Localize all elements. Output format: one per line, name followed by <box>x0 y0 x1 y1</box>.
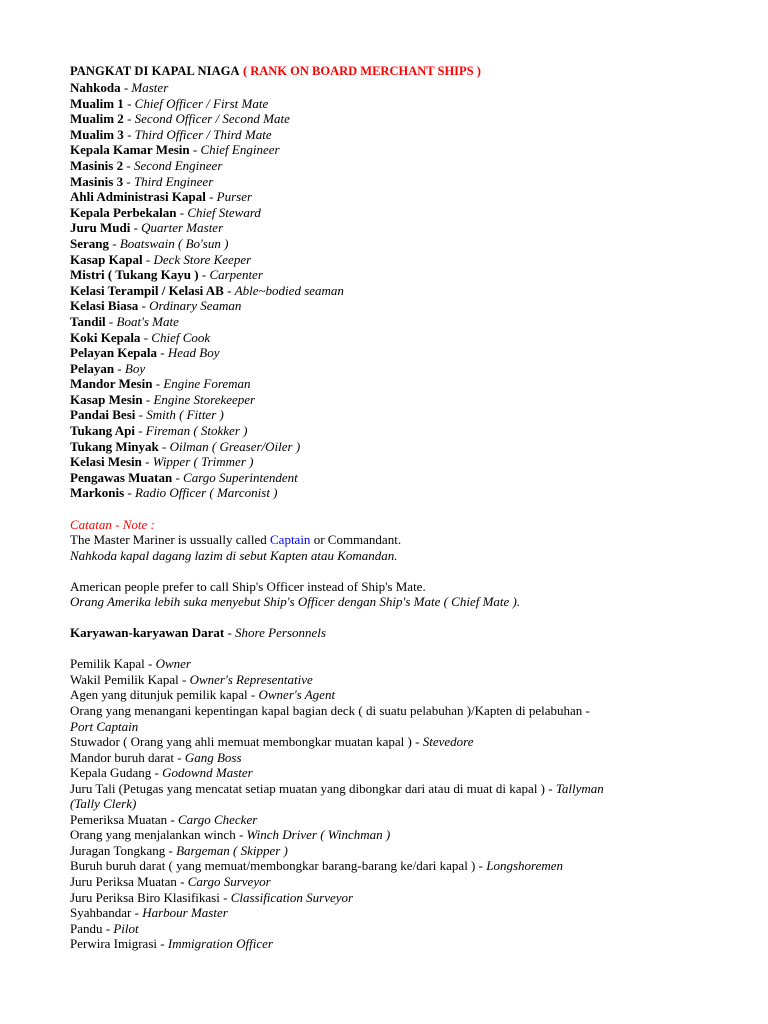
shore-heading-id: Karyawan-karyawan Darat <box>70 625 225 641</box>
shore-row: Agen yang ditunjuk pemilik kapal - Owner's Agent <box>70 687 336 703</box>
rank-row: Tandil - Boat's Mate <box>70 313 179 329</box>
shore-row: Pemeriksa Muatan - Cargo Checker <box>70 811 258 827</box>
shore-row-cont <box>70 796 710 812</box>
note-line-4-text: Orang Amerika lebih suka menyebut Ship's Officer dengan Ship's Mate ( Chief Mate ). <box>70 594 521 610</box>
shore-row: Kepala Gudang - Godownd Master <box>70 765 253 781</box>
rank-english: Third Officer / Third Mate <box>134 126 272 142</box>
shore-indonesian: Pandu <box>70 920 103 936</box>
rank-english: Chief Cook <box>151 329 211 345</box>
rank-row: Masinis 2 - Second Engineer <box>70 157 223 173</box>
shore-indonesian: Orang yang menjalankan winch <box>70 827 236 843</box>
rank-row: Pandai Besi - Smith ( Fitter ) <box>70 407 224 423</box>
rank-indonesian: Masinis 3 <box>70 173 124 189</box>
shore-english: Gang Boss <box>184 749 242 765</box>
rank-english: Boat's Mate <box>116 313 179 329</box>
rank-english: Boatswain ( Bo'sun ) <box>119 235 229 251</box>
rank-english: Second Engineer <box>133 157 223 173</box>
spacer <box>70 501 710 517</box>
shore-indonesian: Wakil Pemilik Kapal <box>70 671 179 687</box>
shore-english: Cargo Checker <box>177 811 258 827</box>
rank-indonesian: Kepala Perbekalan <box>70 204 177 220</box>
shore-english: Owner's Agent <box>258 687 336 703</box>
rank-english: Fireman ( Stokker ) <box>145 423 248 439</box>
rank-row: Kelasi Mesin - Wipper ( Trimmer ) <box>70 454 254 470</box>
shore-english: Harbour Master <box>142 905 228 921</box>
note-label-text: Catatan - Note : <box>70 516 155 532</box>
shore-indonesian: Pemilik Kapal <box>70 656 145 672</box>
spacer <box>70 563 710 579</box>
rank-indonesian: Nahkoda <box>70 80 121 95</box>
shore-row: Orang yang menangani kepentingan kapal bagian deck ( di suatu pelabuhan )/Kapten di pelabuhan - <box>70 702 590 718</box>
shore-row: Stuwador ( Orang yang ahli memuat membongkar muatan kapal ) - Stevedore <box>70 734 474 750</box>
shore-heading-en: Shore Personnels <box>235 625 326 641</box>
rank-row: Pelayan - Boy <box>70 360 146 376</box>
rank-english: Purser <box>216 189 253 205</box>
rank-indonesian: Mualim 1 <box>70 95 124 111</box>
rank-indonesian: Serang <box>70 235 109 251</box>
rank-row: Serang - Boatswain ( Bo'sun ) <box>70 235 229 251</box>
rank-indonesian: Mandor Mesin <box>70 376 153 392</box>
rank-english: Third Engineer <box>133 173 214 189</box>
shore-row: Perwira Imigrasi - Immigration Officer <box>70 936 273 952</box>
rank-english: Engine Storekeeper <box>153 391 256 407</box>
note-line-2 <box>70 548 710 564</box>
rank-english: Chief Officer / First Mate <box>134 95 269 111</box>
rank-english: Boy <box>124 360 146 376</box>
rank-row: Tukang Api - Fireman ( Stokker ) <box>70 423 248 439</box>
shore-row: Syahbandar - Harbour Master <box>70 905 228 921</box>
rank-indonesian: Juru Mudi <box>70 220 131 236</box>
rank-english: Ordinary Seaman <box>149 298 242 314</box>
rank-row: Mistri ( Tukang Kayu ) - Carpenter <box>70 267 263 283</box>
rank-indonesian: Markonis <box>70 485 125 501</box>
rank-indonesian: Kepala Kamar Mesin <box>70 142 190 158</box>
shore-english: Classification Surveyor <box>230 889 354 905</box>
note-captain-highlight: Captain <box>270 532 311 548</box>
rank-indonesian: Kasap Kapal <box>70 251 143 267</box>
rank-list <box>70 80 710 501</box>
title-english: ( RANK ON BOARD MERCHANT SHIPS ) <box>242 64 481 78</box>
rank-row: Ahli Administrasi Kapal - Purser <box>70 189 253 205</box>
shore-english: Immigration Officer <box>167 936 273 952</box>
rank-english: Radio Officer ( Marconist ) <box>135 485 278 501</box>
rank-row: Pengawas Muatan - Cargo Superintendent <box>70 469 298 485</box>
rank-indonesian: Mualim 3 <box>70 126 124 142</box>
rank-indonesian: Pengawas Muatan <box>70 469 173 485</box>
rank-english: Engine Foreman <box>163 376 251 392</box>
rank-row: Mualim 2 - Second Officer / Second Mate <box>70 111 290 127</box>
rank-indonesian: Koki Kepala <box>70 329 141 345</box>
shore-row-cont <box>70 719 710 735</box>
shore-indonesian: Juru Tali (Petugas yang mencatat setiap muatan yang dibongkar dari atau di muat di kapal ) <box>70 780 546 796</box>
shore-english: Winch Driver ( Winchman ) <box>246 827 391 843</box>
note-line-4 <box>70 594 710 610</box>
rank-row: Masinis 3 - Third Engineer <box>70 173 214 189</box>
shore-indonesian: Juragan Tongkang <box>70 842 166 858</box>
note-label <box>70 517 710 533</box>
rank-row: Pelayan Kepala - Head Boy <box>70 345 220 361</box>
rank-row: Kepala Kamar Mesin - Chief Engineer <box>70 142 280 158</box>
rank-indonesian: Pelayan Kepala <box>70 345 158 361</box>
rank-indonesian: Ahli Administrasi Kapal <box>70 189 206 205</box>
shore-row: Juragan Tongkang - Bargeman ( Skipper ) <box>70 842 288 858</box>
shore-english: Cargo Surveyor <box>187 873 271 889</box>
document-content <box>70 62 710 952</box>
note-line-1 <box>70 532 710 548</box>
rank-english: Cargo Superintendent <box>183 469 298 485</box>
shore-english: Pilot <box>113 920 139 936</box>
rank-english: Head Boy <box>167 345 220 361</box>
title-indonesian: PANGKAT DI KAPAL NIAGA <box>70 64 240 78</box>
rank-english: Second Officer / Second Mate <box>134 111 290 127</box>
shore-english: Port Captain <box>70 718 139 734</box>
shore-indonesian: Mandor buruh darat <box>70 749 174 765</box>
rank-row: Mualim 3 - Third Officer / Third Mate <box>70 126 272 142</box>
rank-row: Markonis - Radio Officer ( Marconist ) <box>70 485 278 501</box>
rank-indonesian: Kasap Mesin <box>70 391 143 407</box>
rank-indonesian: Tandil <box>70 313 106 329</box>
note-line-1-post: or Commandant. <box>310 532 402 548</box>
shore-row: Juru Periksa Biro Klasifikasi - Classification Surveyor <box>70 889 354 905</box>
rank-indonesian: Mistri ( Tukang Kayu ) <box>70 267 199 283</box>
note-line-3 <box>70 579 710 595</box>
shore-indonesian: Kepala Gudang <box>70 765 152 781</box>
rank-row: Tukang Minyak - Oilman ( Greaser/Oiler ) <box>70 438 301 454</box>
shore-list <box>70 656 710 951</box>
rank-indonesian: Tukang Minyak <box>70 438 159 454</box>
rank-english: Oilman ( Greaser/Oiler ) <box>169 438 301 454</box>
rank-english: Chief Steward <box>187 204 261 220</box>
shore-english: Godownd Master <box>162 765 253 781</box>
rank-row: Kasap Kapal - Deck Store Keeper <box>70 251 252 267</box>
spacer <box>70 641 710 657</box>
rank-row: Mualim 1 - Chief Officer / First Mate <box>70 95 269 111</box>
rank-indonesian: Kelasi Biasa <box>70 298 139 314</box>
shore-row: Juru Periksa Muatan - Cargo Surveyor <box>70 873 271 889</box>
page-title <box>70 62 710 80</box>
rank-indonesian: Pelayan <box>70 360 115 376</box>
rank-indonesian: Masinis 2 <box>70 157 124 173</box>
note-line-2-text: Nahkoda kapal dagang lazim di sebut Kapten atau Komandan. <box>70 547 398 563</box>
shore-english-cont: (Tally Clerk) <box>70 796 137 812</box>
shore-english: Owner's Representative <box>189 671 313 687</box>
shore-english: Stevedore <box>422 734 474 750</box>
shore-row: Buruh buruh darat ( yang memuat/membongkar barang-barang ke/dari kapal ) - Longshoremen <box>70 858 564 874</box>
rank-row: Kasap Mesin - Engine Storekeeper <box>70 391 256 407</box>
rank-indonesian: Pandai Besi <box>70 407 136 423</box>
rank-row: Juru Mudi - Quarter Master <box>70 220 224 236</box>
shore-indonesian: Juru Periksa Biro Klasifikasi <box>70 889 220 905</box>
shore-heading: Karyawan-karyawan Darat - Shore Personnels <box>70 625 326 641</box>
rank-row: Kepala Perbekalan - Chief Steward <box>70 204 261 220</box>
shore-row: Pemilik Kapal - Owner <box>70 656 191 672</box>
rank-english: Able~bodied seaman <box>234 282 344 298</box>
rank-row: Kelasi Biasa - Ordinary Seaman <box>70 298 242 314</box>
shore-row: Pandu - Pilot <box>70 920 139 936</box>
rank-indonesian: Mualim 2 <box>70 111 124 127</box>
rank-indonesian: Tukang Api <box>70 423 135 439</box>
rank-row: Nahkoda - Master <box>70 80 169 95</box>
shore-row: Wakil Pemilik Kapal - Owner's Representative <box>70 671 313 687</box>
shore-english: Bargeman ( Skipper ) <box>176 842 288 858</box>
rank-row: Koki Kepala - Chief Cook <box>70 329 211 345</box>
shore-indonesian: Orang yang menangani kepentingan kapal bagian deck ( di suatu pelabuhan )/Kapten di pelabuhan <box>70 702 583 718</box>
shore-english: Longshoremen <box>486 858 564 874</box>
spacer <box>70 610 710 626</box>
shore-row: Mandor buruh darat - Gang Boss <box>70 749 242 765</box>
shore-indonesian: Pemeriksa Muatan <box>70 811 168 827</box>
note-line-3-text: American people prefer to call Ship's Officer instead of Ship's Mate. <box>70 578 426 594</box>
rank-row: Mandor Mesin - Engine Foreman <box>70 376 251 392</box>
rank-english: Chief Engineer <box>200 142 280 158</box>
rank-english: Deck Store Keeper <box>153 251 252 267</box>
rank-english: Quarter Master <box>141 220 224 236</box>
rank-english: Wipper ( Trimmer ) <box>152 454 254 470</box>
shore-indonesian: Buruh buruh darat ( yang memuat/membongkar barang-barang ke/dari kapal ) <box>70 858 476 874</box>
rank-english: Carpenter <box>209 267 263 283</box>
shore-indonesian: Perwira Imigrasi <box>70 936 158 952</box>
rank-row: Kelasi Terampil / Kelasi AB - Able~bodied seaman <box>70 282 344 298</box>
shore-row: Orang yang menjalankan winch - Winch Driver ( Winchman ) <box>70 827 391 843</box>
rank-english: Smith ( Fitter ) <box>146 407 224 423</box>
rank-indonesian: Kelasi Terampil / Kelasi AB <box>70 282 224 298</box>
rank-english: Master <box>131 80 169 95</box>
shore-english: Tallyman <box>555 780 604 796</box>
shore-indonesian: Stuwador ( Orang yang ahli memuat membongkar muatan kapal ) <box>70 734 412 750</box>
shore-indonesian: Juru Periksa Muatan <box>70 873 177 889</box>
shore-english: Owner <box>155 656 191 672</box>
shore-indonesian: Agen yang ditunjuk pemilik kapal <box>70 687 248 703</box>
shore-indonesian: Syahbandar <box>70 905 132 921</box>
note-line-1-pre: The Master Mariner is ussually called <box>70 532 270 548</box>
shore-row: Juru Tali (Petugas yang mencatat setiap muatan yang dibongkar dari atau di muat di kapal ) - Tallyman <box>70 780 604 796</box>
rank-indonesian: Kelasi Mesin <box>70 454 142 470</box>
